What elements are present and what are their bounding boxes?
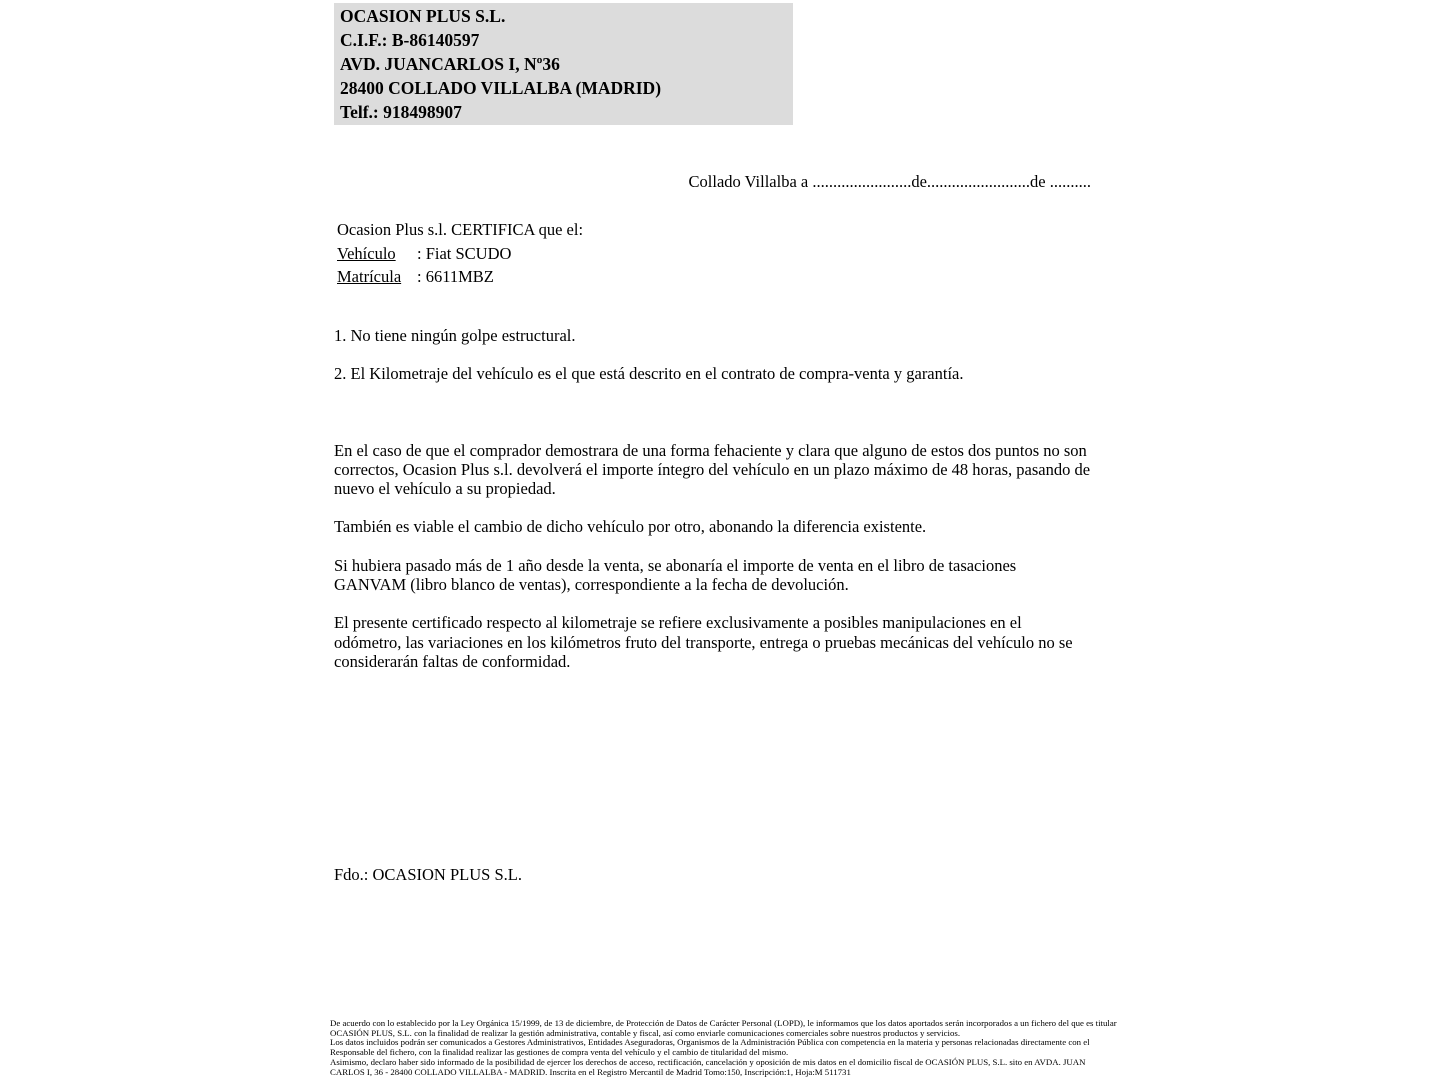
paragraph-ganvam: Si hubiera pasado más de 1 año desde la venta, se abonaría el importe de venta en el libro de tasaciones GANVAM (libro blanco de ventas), correspondiente a la fecha de devolución. — [334, 555, 1017, 594]
plate-line — [337, 265, 1094, 289]
paragraph-refund: En el caso de que el comprador demostrara de una forma fehaciente y clara que alguno de estos dos puntos no son correctos, Ocasion Plus s.l. devolverá el importe íntegro del vehículo en un plazo máximo de 48 horas, pasando de nuevo el vehículo a su propiedad. — [334, 440, 1091, 499]
paragraph-odometer: El presente certificado respecto al kilometraje se refiere exclusivamente a posibles manipulaciones en el odómetro, las variaciones en los kilómetros fruto del transporte, entrega o pruebas mecánicas del vehículo no se considerarán faltas de conformidad. — [334, 613, 1073, 671]
signature-line: Fdo.: OCASION PLUS S.L. — [334, 865, 522, 885]
point-2: 2. El Kilometraje del vehículo es el que está descrito en el contrato de compra-venta y garantía. — [334, 363, 964, 383]
plate-label: Matrícula — [337, 267, 402, 286]
company-cif: C.I.F.: B-86140597 — [340, 30, 480, 50]
certification-block — [334, 218, 1094, 289]
point-1: 1. No tiene ningún golpe estructural. — [334, 325, 576, 345]
legal-line: OCASIÓN PLUS, S.L. con la finalidad de realizar la gestión administrativa, contable y fiscal, así como enviarle comunicaciones comerciales sobre nuestros productos y servicios. — [330, 1027, 961, 1038]
document-content — [334, 0, 1094, 884]
plate-value: : 6611MBZ — [417, 267, 494, 286]
vehicle-label: Vehículo — [337, 243, 396, 263]
legal-line: De acuerdo con lo establecido por la Ley Orgánica 15/1999, de 13 de diciembre, de Protección de Datos de Carácter Personal (LOPD), le informamos que los datos aportados serán incorporados a un fichero del que es titular — [330, 1018, 1117, 1028]
company-name: OCASION PLUS S.L. — [340, 6, 506, 26]
legal-notice — [330, 1019, 1120, 1077]
legal-line: Responsable del fichero, con la finalidad realizar las gestiones de compra venta del vehículo y el cambio de titularidad del mismo. — [330, 1047, 789, 1058]
vehicle-value: : Fiat SCUDO — [417, 243, 512, 263]
legal-line: Los datos incluidos podrán ser comunicados a Gestores Administrativos, Entidades Aseguradoras, Organismos de la Administración Pública con competencia en la materia y personas relacionadas directamente con el — [330, 1037, 1090, 1048]
legal-line: CARLOS I, 36 - 28400 COLLADO VILLALBA - MADRID. Inscrita en el Registro Mercantil de Madrid Tomo:150, Inscripción:1, Hoja:M 511731 — [330, 1066, 851, 1077]
company-phone: Telf.: 918498907 — [340, 102, 462, 122]
vehicle-line — [337, 242, 1094, 266]
company-city: 28400 COLLADO VILLALBA (MADRID) — [340, 78, 662, 98]
paragraph-exchange: También es viable el cambio de dicho vehículo por otro, abonando la diferencia existente. — [334, 517, 927, 537]
certification-intro: Ocasion Plus s.l. CERTIFICA que el: — [337, 220, 584, 239]
date-line: Collado Villalba a ........................de.........................de .......... — [688, 172, 1091, 191]
company-letterhead-box — [334, 3, 793, 125]
company-address: AVD. JUANCARLOS I, Nº36 — [340, 54, 560, 74]
legal-line: Asimismo, declaro haber sido informado de la posibilidad de ejercer los derechos de acceso, rectificación, cancelación y oposición de mis datos en el domicilio fiscal de OCASIÓN PLUS, S.L. sito en AVDA. JUAN — [330, 1056, 1086, 1067]
